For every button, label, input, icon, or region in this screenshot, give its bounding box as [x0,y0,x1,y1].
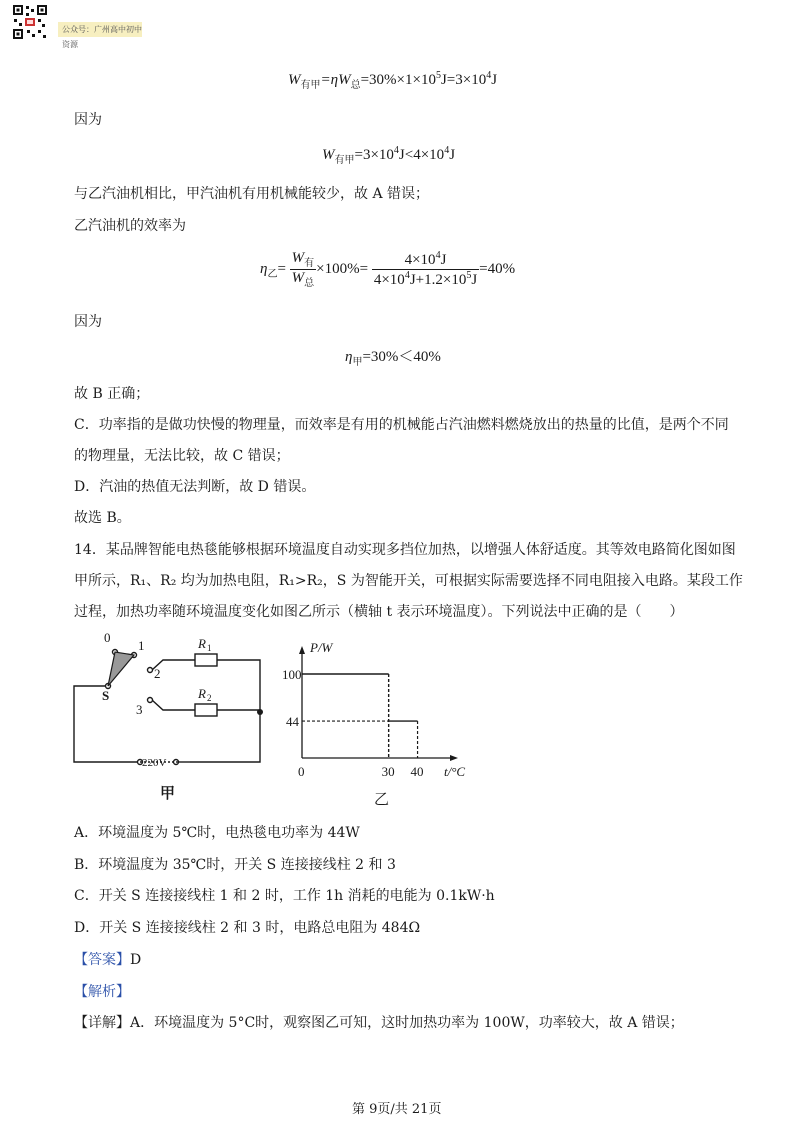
fraction-work-ratio: $\frac{W_有}{W_总}$ [291,250,315,289]
text-c-line-1: C．功率指的是做功快慢的物理量，而效率是有用的机械能占汽油燃料燃烧放出的热量的比值，是两个不同 [74,417,729,433]
text-compare: 与乙汽油机相比，甲汽油机有用机械能较少，故 A 错误； [74,186,430,202]
x-tick-40: 40 [410,764,424,779]
circuit-wire-r1-right [217,660,260,712]
formula-useful-work-a: $W_{有甲}=\eta W_总=30\%\times 1\times 10^5J=3\times 10^4J$ [288,70,498,91]
label-r1-sub: 1 [207,643,212,653]
x-tick-30: 30 [381,764,395,779]
label-terminal-2: 2 [154,666,161,681]
y-tick-44: 44 [286,714,299,730]
formula-efficiency-compare: $\eta_甲=30\%<40\%$ [345,349,441,368]
y-axis-arrow [299,646,305,654]
terminal-2 [148,668,153,673]
qr-code-icon [12,4,48,40]
answer-tag: 【答案】 [74,952,130,968]
option-d: D．开关 S 连接接线柱 2 和 3 时，电路总电阻为 484Ω [74,920,421,936]
label-r1: R [198,636,206,651]
analysis-line [74,982,130,1002]
x-axis-label: t/°C [444,764,466,779]
option-c: C．开关 S 连接接线柱 1 和 2 时，工作 1h 消耗的电能为 0.1kW·h [74,888,495,904]
circuit-wire-r2-left [152,700,195,710]
label-voltage: 220V [142,757,167,769]
circuit-wire-bottom-right [190,712,260,762]
resistor-r1 [195,654,217,666]
text-c-line-2: 的物理量，无法比较，故 C 错误； [74,448,290,464]
option-a: A．环境温度为 5℃时，电热毯电功率为 44W [74,825,360,841]
x-axis-arrow [450,755,458,761]
label-r2-sub: 2 [207,693,212,703]
resistor-r2 [195,704,217,716]
switch-blade [108,652,134,686]
question-14-line-2: 甲所示，R₁、R₂ 均为加热电阻，R₁>R₂，S 为智能开关，可根据实际需要选择不同电阻接入电路。某段工作 [74,573,743,589]
junction-node [257,709,263,715]
caption-circuit: 甲 [160,786,176,802]
label-switch-s: S [102,688,110,703]
option-b: B．环境温度为 35℃时，开关 S 连接接线柱 2 和 3 [74,857,396,873]
text-because-2: 因为 [74,314,102,330]
detail-tag: 【详解】 [74,1015,130,1031]
detail-line [74,1013,684,1033]
source-banner: 公众号：广州高中初中资源 [58,22,142,37]
x-tick-0: 0 [298,764,305,779]
formula-efficiency-b: $\eta_乙=$ $\frac{W_有}{W_总}$ ×100%= $\frac{4\times 10^4J}{4\times 10^4J+1.2\times 10^5J}$ =40% [260,250,516,289]
text-choose: 故选 B。 [74,510,131,526]
text-because-1: 因为 [74,112,102,128]
terminal-3 [148,698,153,703]
circuit-diagram [60,628,280,808]
text-b-correct: 故 B 正确； [74,386,150,402]
detail-text: A．环境温度为 5°C时，观察图乙可知，这时加热功率为 100W，功率较大，故 A 错误； [130,1015,684,1031]
page-footer: 第 9页/共 21页 [352,1102,442,1117]
label-terminal-1: 1 [138,638,145,653]
label-terminal-3: 3 [136,702,143,717]
question-14-line-3: 过程，加热功率随环境温度变化如图乙所示（横轴 t 表示环境温度）。下列说法中正确的是（ ） [74,604,684,620]
label-r2: R [198,686,206,701]
answer-value: D [130,952,142,968]
y-axis-label: P/W [310,640,333,655]
question-14-line-1: 14．某品牌智能电热毯能够根据环境温度自动实现多挡位加热，以增强人体舒适度。其等效电路简化图如图 [74,542,736,558]
analysis-tag: 【解析】 [74,984,130,1000]
formula-useful-work-compare: $W_{有甲}=3\times 10^4J<4\times 10^4J$ [322,145,456,166]
caption-chart: 乙 [374,792,390,808]
power-temperature-chart [280,636,480,806]
answer-line [74,950,141,970]
label-terminal-0: 0 [104,630,111,645]
fraction-values: $\frac{4\times 10^4J}{4\times 10^4J+1.2\times 10^5J}$ [373,250,478,288]
y-tick-100: 100 [282,667,302,682]
text-d-line: D．汽油的热值无法判断，故 D 错误。 [74,479,316,495]
text-efficiency-label: 乙汽油机的效率为 [74,218,186,234]
